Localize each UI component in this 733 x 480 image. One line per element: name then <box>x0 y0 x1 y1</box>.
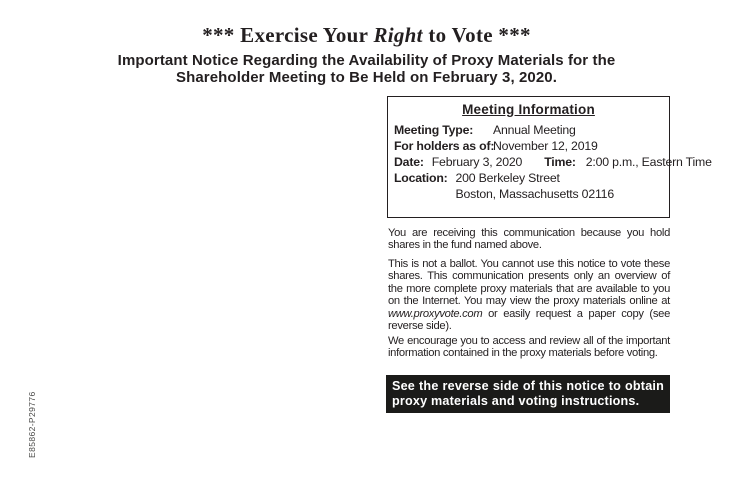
time-value: 2:00 p.m., Eastern Time <box>585 155 712 169</box>
paragraph-encourage-review: We encourage you to access and review all of the important information contained in the proxy materials before voting. <box>388 335 670 360</box>
form-code: E85862-P29776 <box>27 391 37 458</box>
meeting-information-heading: Meeting Information <box>462 102 595 117</box>
holders-as-of-value: November 12, 2019 <box>493 139 598 153</box>
location-city: Boston, Massachusetts 02116 <box>455 187 614 201</box>
time-label: Time: <box>544 155 576 169</box>
paragraph-not-a-ballot-pre: This is not a ballot. You cannot use this notice to vote these shares. This communication presents only an overview of the more complete proxy materials that are available to you on the Internet. You may view the proxy materials online at <box>388 258 670 308</box>
date-label: Date: <box>394 155 424 169</box>
date-value: February 3, 2020 <box>431 155 523 169</box>
page-title-pre: *** Exercise Your <box>202 23 374 47</box>
location-label: Location: <box>394 171 448 185</box>
date-time-row <box>394 154 712 170</box>
location-value <box>456 170 614 202</box>
notice-header <box>0 23 733 86</box>
location-street: 200 Berkeley Street <box>455 171 560 185</box>
paragraph-not-a-ballot <box>388 258 670 332</box>
notice-subtitle <box>0 53 733 86</box>
page-title <box>0 23 733 47</box>
meeting-type-label: Meeting Type: <box>394 123 474 137</box>
page-title-italic: Right <box>373 23 423 47</box>
meeting-type-row <box>394 122 663 138</box>
location-row <box>394 170 663 202</box>
notice-subtitle-line1: Important Notice Regarding the Availability of Proxy Materials for the <box>117 52 616 69</box>
holders-as-of-label: For holders as of: <box>394 139 495 153</box>
meeting-type-value: Annual Meeting <box>493 123 576 137</box>
holders-as-of-row <box>394 138 663 154</box>
paragraph-receiving-communication: You are receiving this communication because you hold shares in the fund named above. <box>388 227 670 252</box>
proxyvote-url: www.proxyvote.com <box>388 307 483 320</box>
reverse-side-banner: See the reverse side of this notice to obtain proxy materials and voting instructions. <box>386 375 670 413</box>
page-title-post: to Vote *** <box>422 23 531 47</box>
notice-subtitle-line2: Shareholder Meeting to Be Held on February 3, 2020. <box>175 68 558 86</box>
paragraph-not-a-ballot-post: or easily request a paper copy (see reverse side). <box>388 307 670 333</box>
meeting-information-box <box>387 96 712 218</box>
